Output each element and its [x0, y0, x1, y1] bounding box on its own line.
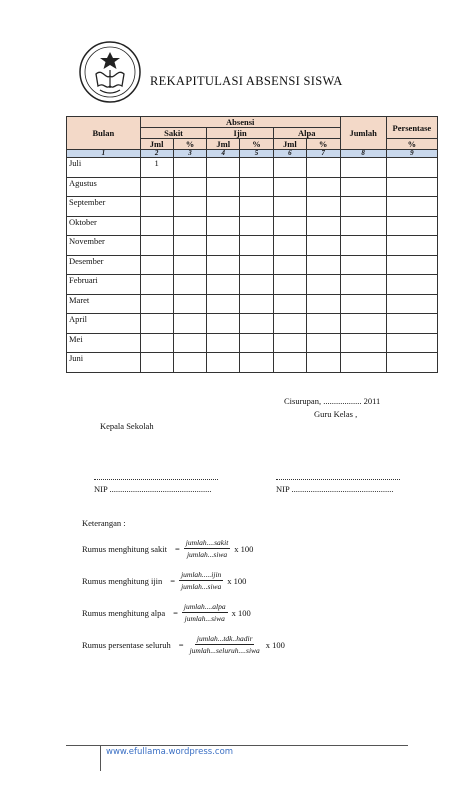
data-cell[interactable]: [273, 314, 306, 334]
formula-label: Rumus menghitung sakit: [82, 543, 167, 554]
page-title: REKAPITULASI ABSENSI SISWA: [150, 74, 343, 88]
formula-suffix: x 100: [265, 639, 285, 650]
data-cell[interactable]: [386, 294, 437, 314]
place-date: Cisurupan, .................. 2011: [284, 396, 381, 406]
formula-eq: =: [175, 543, 180, 554]
formula-fraction: $\frac{\text{jumlah....sakit}}{\text{jumlah...siwa}}$: [185, 538, 229, 559]
data-cell[interactable]: [273, 236, 306, 256]
notes-heading: Keterangan :: [82, 518, 126, 528]
table-row: [67, 314, 438, 334]
data-cell[interactable]: [273, 216, 306, 236]
attendance-table: [66, 116, 438, 373]
data-cell[interactable]: [240, 255, 274, 275]
data-cell[interactable]: [173, 236, 207, 256]
signature-line-right: [276, 479, 400, 480]
data-cell[interactable]: [140, 216, 173, 236]
table-header-row: [67, 117, 438, 128]
data-cell[interactable]: [273, 353, 306, 373]
table-row: [67, 255, 438, 275]
data-cell[interactable]: [207, 314, 240, 334]
data-cell[interactable]: [240, 275, 274, 295]
month-cell[interactable]: September: [67, 197, 141, 217]
formula-eq: =: [173, 607, 178, 618]
month-cell[interactable]: November: [67, 236, 141, 256]
data-cell[interactable]: [306, 236, 340, 256]
nip-left[interactable]: NIP ................................................: [94, 484, 212, 494]
header-sakit: Sakit: [140, 128, 207, 139]
table-row: [67, 177, 438, 197]
data-cell[interactable]: [386, 314, 437, 334]
header-ijin-pct: %: [240, 139, 274, 150]
data-cell[interactable]: [140, 255, 173, 275]
nip-right[interactable]: NIP ................................................: [276, 484, 394, 494]
data-cell[interactable]: [240, 216, 274, 236]
table-row: [67, 353, 438, 373]
data-cell[interactable]: [386, 158, 437, 178]
data-cell[interactable]: [240, 353, 274, 373]
data-cell[interactable]: [386, 353, 437, 373]
data-cell[interactable]: [340, 158, 386, 178]
table-row: [67, 197, 438, 217]
data-cell[interactable]: [340, 333, 386, 353]
data-cell[interactable]: [173, 294, 207, 314]
data-cell[interactable]: [140, 197, 173, 217]
data-cell[interactable]: [340, 236, 386, 256]
data-cell[interactable]: [240, 333, 274, 353]
data-cell[interactable]: [207, 197, 240, 217]
header-alpa-pct: %: [306, 139, 340, 150]
month-cell[interactable]: Februari: [67, 275, 141, 295]
data-cell[interactable]: [240, 197, 274, 217]
data-cell[interactable]: [240, 294, 274, 314]
data-cell[interactable]: [340, 314, 386, 334]
data-cell[interactable]: [140, 333, 173, 353]
data-cell[interactable]: [306, 353, 340, 373]
formula-eq: =: [170, 575, 176, 586]
header-alpa-jml: Jml: [273, 139, 306, 150]
formula-fraction: $\frac{\text{jumlah....alpa}}{\text{jumlah...siwa}}$: [183, 602, 226, 623]
data-cell[interactable]: [340, 275, 386, 295]
data-cell[interactable]: [386, 255, 437, 275]
data-cell[interactable]: [140, 275, 173, 295]
kepala-sekolah-label: Kepala Sekolah: [100, 421, 154, 431]
data-cell[interactable]: [340, 255, 386, 275]
guru-kelas-label: Guru Kelas ,: [314, 409, 358, 419]
data-cell[interactable]: [173, 255, 207, 275]
data-cell[interactable]: [173, 177, 207, 197]
data-cell[interactable]: [240, 314, 274, 334]
data-cell[interactable]: [140, 177, 173, 197]
data-cell[interactable]: [306, 216, 340, 236]
data-cell[interactable]: [306, 158, 340, 178]
data-cell[interactable]: [140, 236, 173, 256]
data-cell[interactable]: [140, 353, 173, 373]
data-cell[interactable]: [173, 275, 207, 295]
data-cell[interactable]: [207, 275, 240, 295]
month-cell[interactable]: Oktober: [67, 216, 141, 236]
formula-label: Rumus menghitung ijin: [82, 575, 163, 586]
formula-eq: =: [178, 639, 184, 650]
header-sakit-jml: Jml: [140, 139, 173, 150]
data-cell[interactable]: [207, 158, 240, 178]
header-persen: %: [386, 139, 437, 150]
data-cell[interactable]: [173, 197, 207, 217]
table-row: [67, 236, 438, 256]
data-cell[interactable]: [306, 255, 340, 275]
data-cell[interactable]: [173, 158, 207, 178]
data-cell[interactable]: [207, 333, 240, 353]
month-cell[interactable]: Mei: [67, 333, 141, 353]
data-cell[interactable]: [273, 255, 306, 275]
month-cell[interactable]: Agustus: [67, 177, 141, 197]
table-row: [67, 216, 438, 236]
data-cell[interactable]: [340, 197, 386, 217]
data-cell[interactable]: [140, 294, 173, 314]
header-alpa: Alpa: [273, 128, 340, 139]
column-number-row: 1 2 3 4 5 6 7 8 9: [67, 150, 438, 158]
data-cell[interactable]: [207, 236, 240, 256]
header-persentase: Persentase: [386, 117, 437, 139]
data-cell[interactable]: [207, 294, 240, 314]
data-cell[interactable]: [306, 314, 340, 334]
month-cell[interactable]: April: [67, 314, 141, 334]
data-cell[interactable]: [340, 294, 386, 314]
data-cell[interactable]: [386, 177, 437, 197]
footer-vertical-divider: [100, 745, 101, 771]
data-cell[interactable]: [173, 314, 207, 334]
data-cell[interactable]: [386, 236, 437, 256]
formula-sakit: [82, 538, 253, 559]
footer-divider: [66, 745, 408, 746]
table-row: [67, 294, 438, 314]
data-cell[interactable]: [240, 158, 274, 178]
header-jumlah: Jumlah: [340, 117, 386, 150]
data-cell[interactable]: [340, 177, 386, 197]
data-cell[interactable]: [173, 353, 207, 373]
header-sakit-pct: %: [173, 139, 207, 150]
month-cell[interactable]: Juni: [67, 353, 141, 373]
formula-alpa: [82, 602, 251, 623]
header-ijin: Ijin: [207, 128, 274, 139]
data-cell[interactable]: [273, 294, 306, 314]
formula-suffix: x 100: [234, 543, 254, 554]
data-cell[interactable]: [240, 177, 274, 197]
formula-fraction: $\frac{\text{jumlah...tdk..hadir}}{\text{jumlah...seluruh....siwa}}$: [189, 634, 260, 655]
data-cell[interactable]: [207, 216, 240, 236]
data-cell[interactable]: [306, 333, 340, 353]
data-cell[interactable]: [273, 275, 306, 295]
header-ijin-jml: Jml: [207, 139, 240, 150]
header-bulan: Bulan: [67, 117, 141, 150]
data-cell[interactable]: [273, 177, 306, 197]
data-cell[interactable]: [207, 255, 240, 275]
school-emblem-icon: [78, 40, 142, 104]
formula-ijin: [82, 570, 246, 591]
formula-fraction: $\frac{\text{jumlah.....ijin}}{\text{jumlah...siwa}}$: [181, 570, 222, 591]
data-cell[interactable]: [173, 216, 207, 236]
data-cell[interactable]: [306, 294, 340, 314]
data-cell[interactable]: [306, 275, 340, 295]
data-cell[interactable]: [207, 177, 240, 197]
month-cell[interactable]: Maret: [67, 294, 141, 314]
data-cell[interactable]: [306, 197, 340, 217]
data-cell[interactable]: 1: [140, 158, 173, 178]
table-row: [67, 333, 438, 353]
data-cell[interactable]: [340, 353, 386, 373]
data-cell[interactable]: [386, 275, 437, 295]
month-cell[interactable]: Desember: [67, 255, 141, 275]
data-cell[interactable]: [140, 314, 173, 334]
data-cell[interactable]: [273, 333, 306, 353]
formula-seluruh: [82, 634, 285, 655]
formula-suffix: x 100: [231, 607, 251, 618]
data-cell[interactable]: [273, 158, 306, 178]
formula-label: Rumus menghitung alpa: [82, 607, 166, 618]
formula-label: Rumus persentase seluruh: [82, 639, 171, 650]
data-cell[interactable]: [340, 216, 386, 236]
data-cell[interactable]: [207, 353, 240, 373]
month-cell[interactable]: Juli: [67, 158, 141, 178]
table-row: [67, 275, 438, 295]
data-cell[interactable]: [386, 216, 437, 236]
data-cell[interactable]: [306, 177, 340, 197]
footer-url[interactable]: www.efullama.wordpress.com: [106, 747, 234, 757]
data-cell[interactable]: [386, 197, 437, 217]
data-cell[interactable]: [273, 197, 306, 217]
data-cell[interactable]: [173, 333, 207, 353]
data-cell[interactable]: [240, 236, 274, 256]
formula-suffix: x 100: [227, 575, 247, 586]
table-row: [67, 158, 438, 178]
header-absensi: Absensi: [140, 117, 340, 128]
signature-line-left: [94, 479, 218, 480]
data-cell[interactable]: [386, 333, 437, 353]
